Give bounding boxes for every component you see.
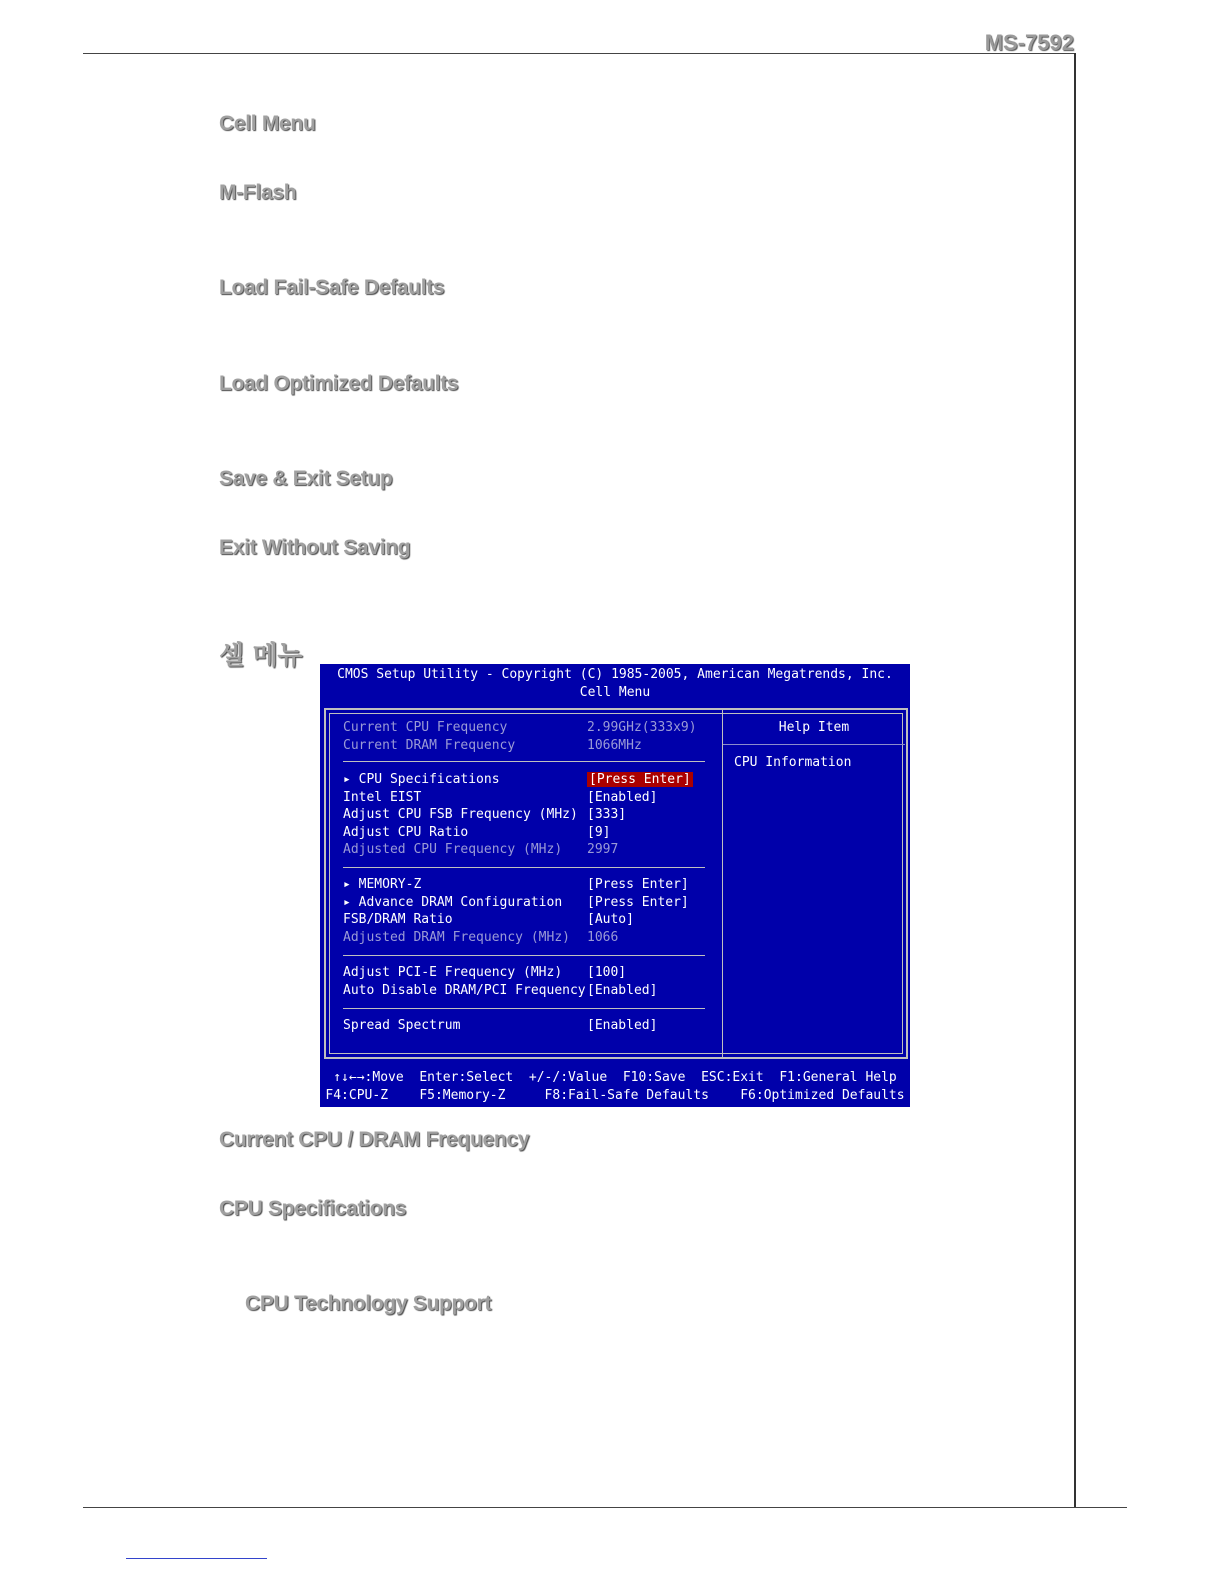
bios-row-memory-z[interactable]: ▸ MEMORY-Z [Press Enter] bbox=[343, 877, 689, 892]
bios-row-adjust-pci-e-frequency[interactable]: Adjust PCI-E Frequency (MHz) [100] bbox=[343, 965, 627, 980]
bios-row-adjusted-cpu-frequency: Adjusted CPU Frequency (MHz) 2997 bbox=[343, 842, 619, 857]
heading-cpu-technology-support: CPU Technology Support bbox=[245, 1292, 492, 1315]
help-item-title: Help Item bbox=[778, 720, 850, 735]
footer-link-underline bbox=[126, 1558, 267, 1559]
help-title-divider bbox=[723, 744, 905, 745]
footer-rule bbox=[83, 1507, 1127, 1508]
bios-row-adjust-cpu-ratio[interactable]: Adjust CPU Ratio [9] bbox=[343, 825, 611, 840]
bios-key-hints-line-1: ↑↓←→:Move Enter:Select +/-/:Value F10:Save ESC:Exit F1:General Help bbox=[333, 1070, 897, 1085]
heading-save-exit-setup: Save & Exit Setup bbox=[219, 467, 393, 490]
help-item-text: CPU Information bbox=[734, 755, 852, 770]
heading-load-fail-safe-defaults: Load Fail-Safe Defaults bbox=[219, 276, 445, 299]
bios-separator bbox=[343, 1008, 705, 1009]
heading-m-flash: M-Flash bbox=[219, 181, 297, 204]
heading-current-cpu-dram-frequency: Current CPU / DRAM Frequency bbox=[219, 1128, 530, 1151]
heading-cpu-specifications: CPU Specifications bbox=[219, 1197, 407, 1220]
bios-key-hints-line-2: F4:CPU-Z F5:Memory-Z F8:Fail-Safe Defaults F6:Optimized Defaults bbox=[325, 1088, 905, 1103]
bios-separator bbox=[343, 761, 705, 762]
bios-row-spread-spectrum[interactable]: Spread Spectrum [Enabled] bbox=[343, 1018, 658, 1033]
bios-title: CMOS Setup Utility - Copyright (C) 1985-2005, American Megatrends, Inc. bbox=[337, 667, 893, 682]
bios-row-current-dram-frequency: Current DRAM Frequency 1066MHz bbox=[343, 738, 642, 753]
bios-menu-title: Cell Menu bbox=[579, 685, 651, 700]
bios-row-advance-dram-configuration[interactable]: ▸ Advance DRAM Configuration [Press Enter] bbox=[343, 895, 689, 910]
heading-cell-menu-korean: 셀 메뉴 bbox=[219, 641, 303, 671]
bios-row-auto-disable-dram-pci[interactable]: Auto Disable DRAM/PCI Frequency[Enabled] bbox=[343, 983, 658, 998]
bios-row-adjust-cpu-fsb[interactable]: Adjust CPU FSB Frequency (MHz) [333] bbox=[343, 807, 627, 822]
bios-row-current-cpu-frequency: Current CPU Frequency 2.99GHz(333x9) bbox=[343, 720, 697, 735]
bios-row-cpu-specifications[interactable]: ▸ CPU Specifications [Press Enter] bbox=[343, 772, 691, 787]
side-rule bbox=[1074, 53, 1076, 1508]
model-number: MS-7592 bbox=[984, 30, 1074, 55]
bios-separator bbox=[343, 955, 705, 956]
bios-separator bbox=[343, 867, 705, 868]
bios-row-fsb-dram-ratio[interactable]: FSB/DRAM Ratio [Auto] bbox=[343, 912, 634, 927]
help-divider bbox=[722, 708, 723, 1059]
selected-value: [Press Enter] bbox=[589, 772, 691, 787]
heading-cell-menu: Cell Menu bbox=[219, 112, 316, 135]
bios-screenshot bbox=[320, 664, 910, 1107]
heading-exit-without-saving: Exit Without Saving bbox=[219, 536, 411, 559]
heading-load-optimized-defaults: Load Optimized Defaults bbox=[219, 372, 459, 395]
bios-row-intel-eist[interactable]: Intel EIST [Enabled] bbox=[343, 790, 658, 805]
header-rule bbox=[83, 53, 1076, 54]
bios-row-adjusted-dram-frequency: Adjusted DRAM Frequency (MHz) 1066 bbox=[343, 930, 619, 945]
